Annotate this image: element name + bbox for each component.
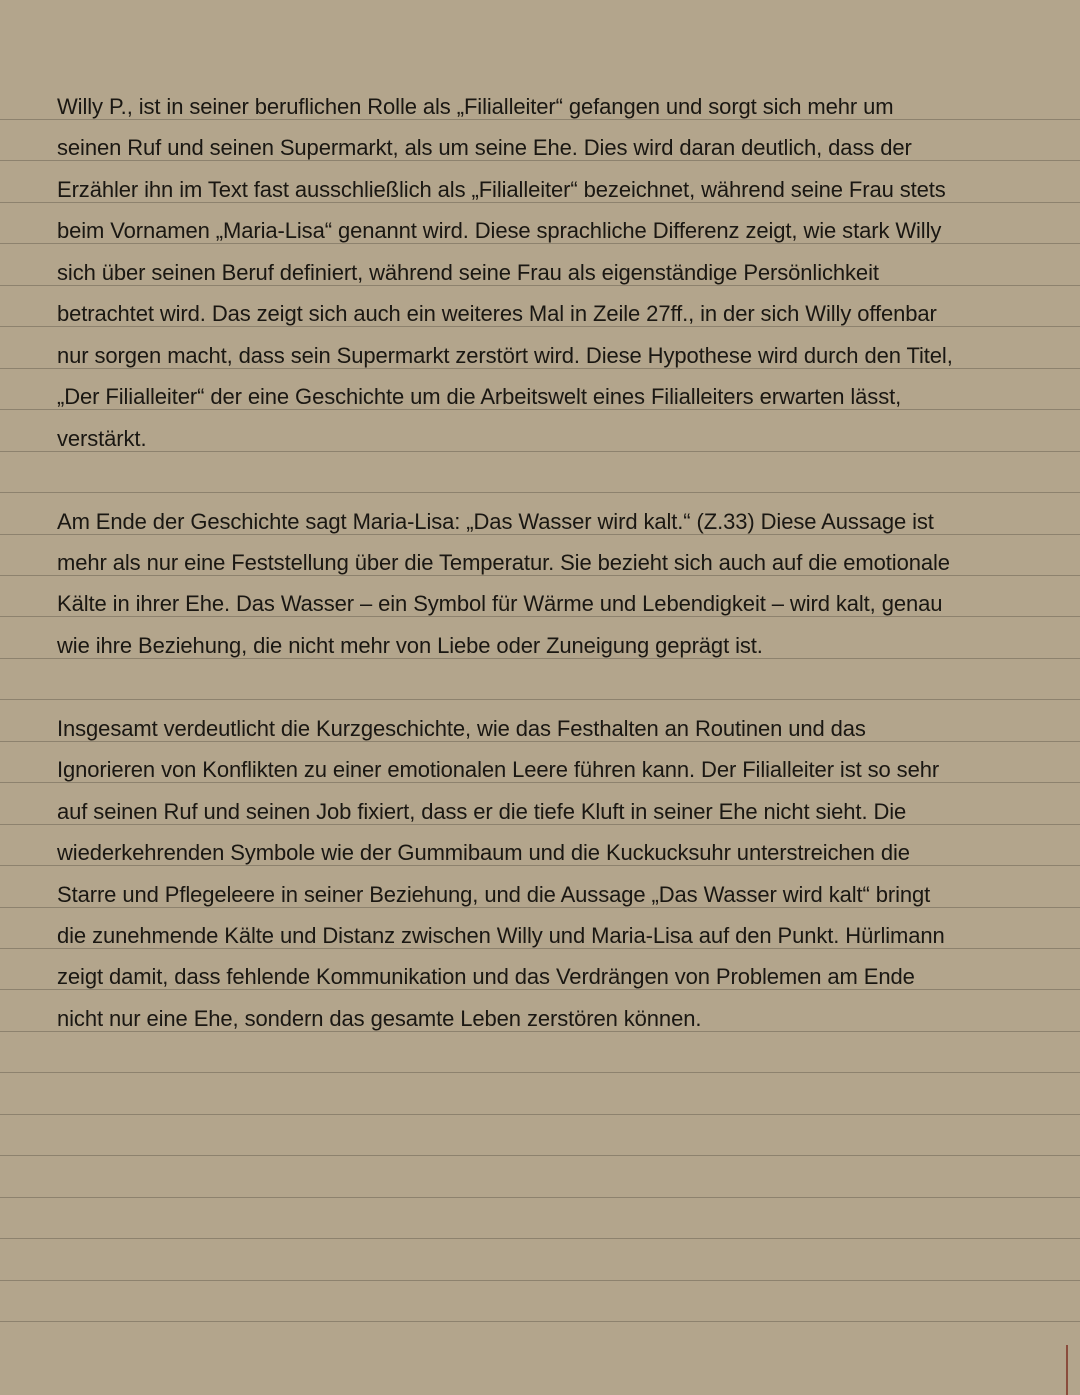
ruled-line [0,492,1080,493]
text-line: nicht nur eine Ehe, sondern das gesamte Leben zerstören können. [57,1005,702,1031]
text-line: Insgesamt verdeutlicht die Kurzgeschichte, wie das Festhalten an Routinen und das [57,715,866,741]
text-line: wiederkehrenden Symbole wie der Gummibaum und die Kuckucksuhr unterstreichen die [57,840,910,866]
ruled-line [0,1072,1080,1073]
text-line: betrachtet wird. Das zeigt sich auch ein weiteres Mal in Zeile 27ff., in der sich Willy offenbar [57,301,937,327]
text-line: Kälte in ihrer Ehe. Das Wasser – ein Symbol für Wärme und Lebendigkeit – wird kalt, genau [57,591,943,617]
text-line: verstärkt. [57,425,147,451]
ruled-line [0,1114,1080,1115]
text-line: mehr als nur eine Feststellung über die Temperatur. Sie bezieht sich auch auf die emotionale [57,549,950,575]
text-line: auf seinen Ruf und seinen Job fixiert, dass er die tiefe Kluft in seiner Ehe nicht sieht. Die [57,798,907,824]
ruled-line [0,1280,1080,1281]
text-line: Willy P., ist in seiner beruflichen Rolle als „Filialleiter“ gefangen und sorgt sich mehr um [57,94,894,119]
text-line: Am Ende der Geschichte sagt Maria-Lisa: „Das Wasser wird kalt.“ (Z.33) Diese Aussage ist [57,508,934,534]
ruled-line [0,1197,1080,1198]
text-line: „Der Filialleiter“ der eine Geschichte um die Arbeitswelt eines Filialleiters erwarten lässt, [57,384,902,410]
ruled-line [0,699,1080,700]
text-line: wie ihre Beziehung, die nicht mehr von Liebe oder Zuneigung geprägt ist. [57,632,763,658]
text-line: beim Vornamen „Maria-Lisa“ genannt wird. Diese sprachliche Differenz zeigt, wie stark Willy [57,218,942,244]
text-line: Erzähler ihn im Text fast ausschließlich als „Filialleiter“ bezeichnet, während seine Frau stets [57,176,946,202]
ruled-line [0,451,1080,452]
ruled-line [0,1155,1080,1156]
text-line: nur sorgen macht, dass sein Supermarkt zerstört wird. Diese Hypothese wird durch den Titel, [57,342,953,368]
ruled-line [0,1321,1080,1322]
text-line: seinen Ruf und seinen Supermarkt, als um seine Ehe. Dies wird daran deutlich, dass der [57,135,912,161]
ruled-line [0,1238,1080,1239]
text-line: die zunehmende Kälte und Distanz zwischen Willy und Maria-Lisa auf den Punkt. Hürlimann [57,923,945,948]
text-line: zeigt damit, dass fehlende Kommunikation und das Verdrängen von Problemen am Ende [57,964,915,990]
margin-mark [1066,1345,1068,1395]
text-line: Ignorieren von Konflikten zu einer emotionalen Leere führen kann. Der Filialleiter ist so sehr [57,757,940,783]
text-line: sich über seinen Beruf definiert, während seine Frau als eigenständige Persönlichkeit [57,259,879,285]
text-line: Starre und Pflegeleere in seiner Beziehung, und die Aussage „Das Wasser wird kalt“ bringt [57,881,931,907]
